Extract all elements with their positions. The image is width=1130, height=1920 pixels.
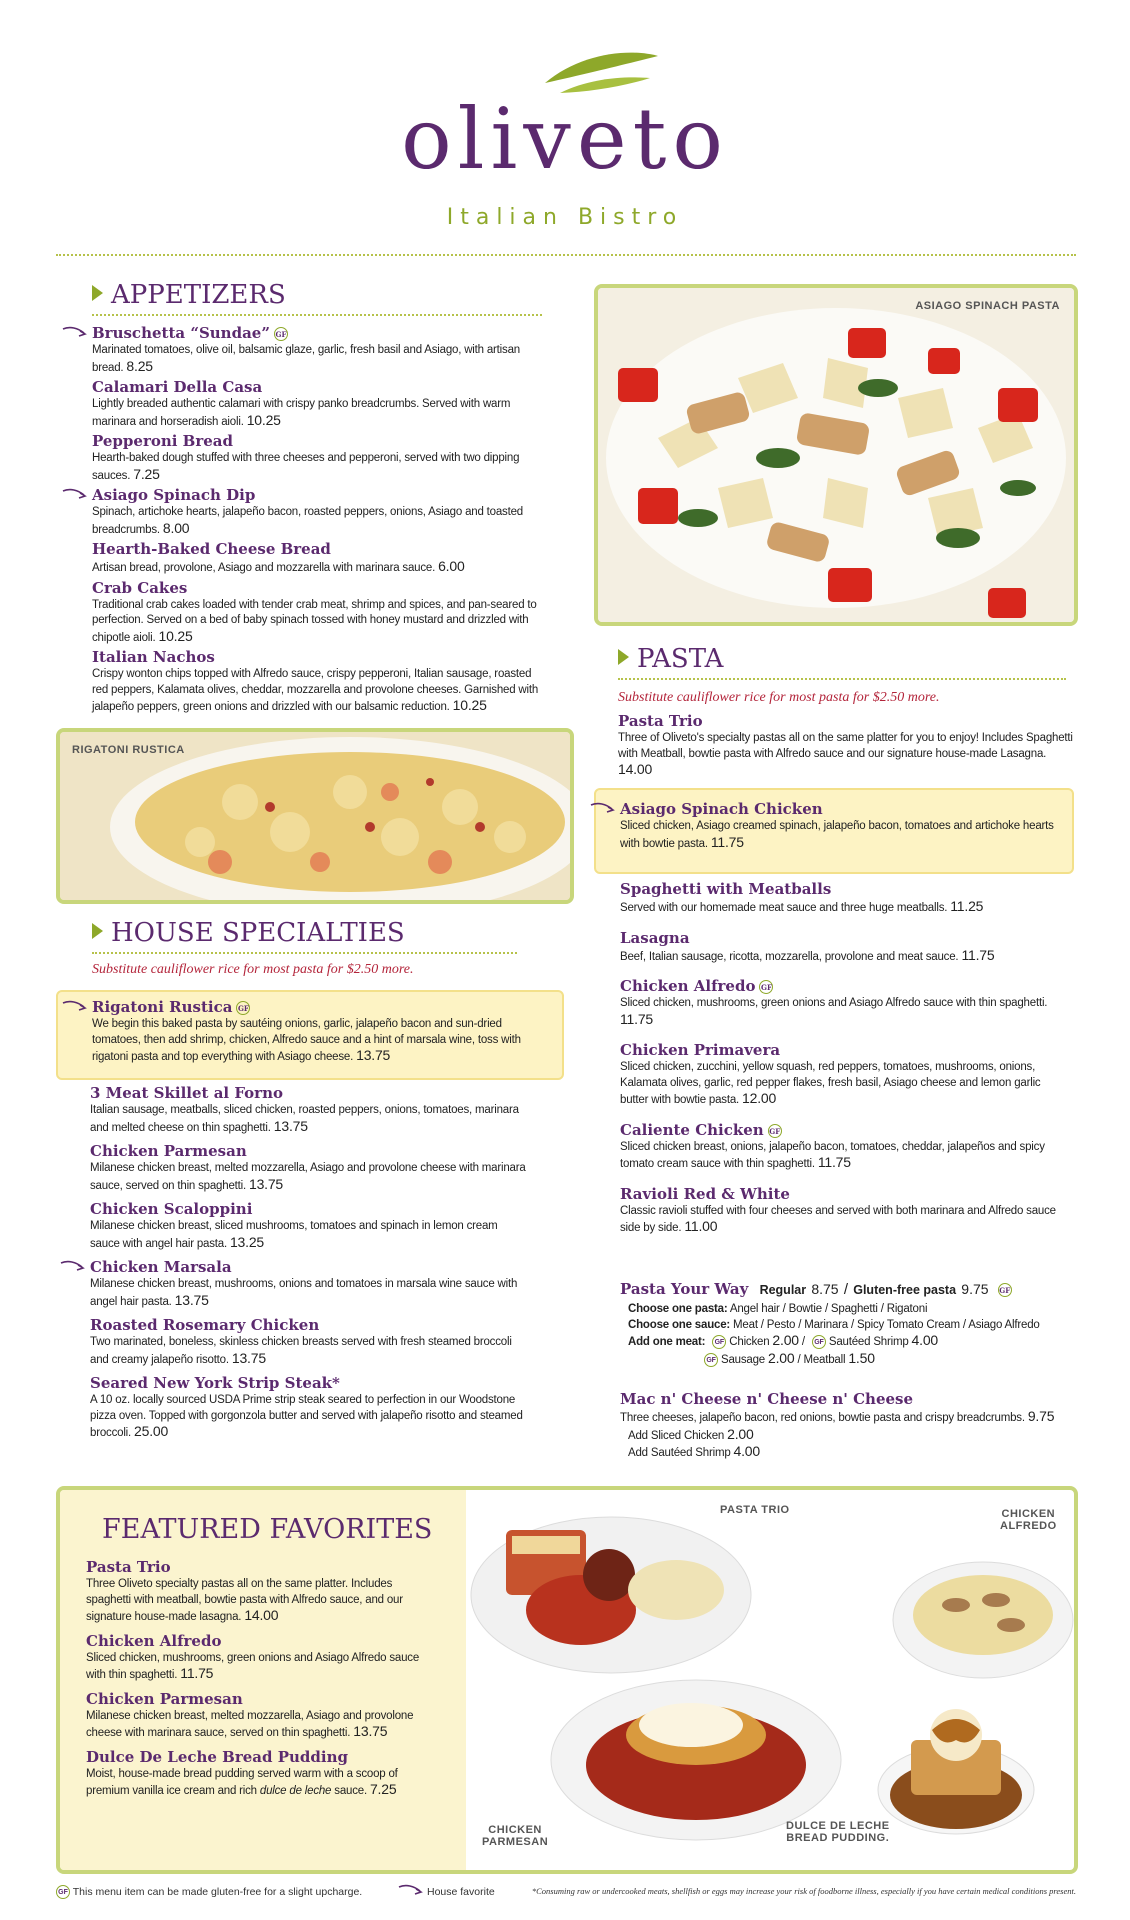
mac-add-shrimp-price: 4.00	[733, 1443, 760, 1459]
footer-fav-note: House favorite	[427, 1886, 495, 1898]
triangle-bullet-icon	[92, 923, 103, 939]
menu-item	[620, 1041, 1070, 1109]
sauce-choice-label: Choose one sauce:	[628, 1318, 731, 1331]
meat-chicken: Chicken	[729, 1336, 770, 1348]
item-price: 13.75	[248, 1175, 284, 1192]
sauce-choice-options: Meat / Pesto / Marinara / Spicy Tomato Cream / Asiago Alfredo	[733, 1318, 1040, 1331]
item-description: Classic ravioli stuffed with four cheeses and served with both marinara and Alfredo sauce side by side.	[620, 1204, 1056, 1234]
item-price: 10.25	[452, 697, 487, 713]
item-price: 11.75	[961, 946, 995, 963]
menu-item	[620, 1185, 1070, 1237]
meat-meatball-price: 1.50	[848, 1349, 875, 1366]
menu-item	[90, 1084, 530, 1136]
meat-sausage: Sausage	[721, 1353, 765, 1366]
pasta-your-way: Pasta Your Way Regular 8.75 / Gluten-free pasta 9.75 GF Choose one pasta: Angel hair / Bowtie / Spaghetti / Rigatoni Choose one sauce: Meat / Pesto / Marinara / Spicy Tomato Cream / Asiago Alfredo Add one meat: GF Chicken 2.00 / GF Sautéed Shrimp 4.00 GF Sausage 2.00 / Meatball 1.50	[620, 1280, 1040, 1366]
header-divider	[56, 254, 1076, 256]
item-description: Sliced chicken, mushrooms, green onions and Asiago Alfredo sauce with thin spaghetti.	[620, 997, 1048, 1009]
menu-item	[92, 432, 542, 484]
item-name: Calamari Della Casa	[92, 378, 263, 396]
item-price: 11.00	[684, 1218, 718, 1234]
menu-item	[90, 1316, 530, 1368]
item-name: Ravioli Red & White	[620, 1184, 790, 1203]
item-description: Sliced chicken, Asiago creamed spinach, jalapeño bacon, tomatoes and artichoke hearts with bowtie pasta.	[620, 820, 1054, 850]
item-description: Served with our homemade meat sauce and three huge meatballs.	[620, 902, 948, 914]
item-name: Spaghetti with Meatballs	[620, 880, 832, 898]
menu-item	[618, 712, 1073, 780]
item-name: Pasta Trio	[86, 1558, 171, 1576]
mac-name: Mac n' Cheese n' Cheese n' Cheese	[620, 1390, 914, 1408]
item-price: 11.75	[710, 833, 744, 850]
item-name: Italian Nachos	[92, 648, 215, 666]
pasta-choice-options: Angel hair / Bowtie / Spaghetti / Rigatoni	[729, 1303, 928, 1315]
meat-shrimp: Sautéed Shrimp	[828, 1336, 909, 1348]
item-price: 13.75	[273, 1117, 308, 1134]
pasta-your-way-name: Pasta Your Way	[620, 1280, 749, 1298]
triangle-bullet-icon	[618, 649, 629, 665]
item-description-end: sauce.	[334, 1785, 367, 1797]
item-price: 13.25	[229, 1233, 265, 1250]
house-note: Substitute cauliflower rice for most pasta for $2.50 more.	[92, 962, 414, 977]
house-favorite-icon	[62, 488, 88, 500]
caption-pasta-trio: PASTA TRIO	[720, 1504, 790, 1516]
item-price: 13.75	[231, 1349, 266, 1366]
featured-favorites	[56, 1486, 1078, 1874]
item-name: Chicken Parmesan	[86, 1689, 243, 1708]
item-price: 10.25	[158, 627, 193, 644]
appetizers-list	[92, 324, 542, 716]
pasta-list	[620, 880, 1070, 1249]
rigatoni-caption: RIGATONI RUSTICA	[72, 744, 185, 756]
asiago-photo	[594, 284, 1078, 626]
logo: oliveto	[401, 90, 729, 188]
menu-item	[92, 486, 542, 538]
item-name: Chicken Scaloppini	[90, 1200, 253, 1218]
item-name: Seared New York Strip Steak*	[90, 1374, 340, 1392]
gluten-free-icon: GF	[812, 1335, 826, 1349]
item-price: 8.00	[162, 519, 190, 536]
mac-desc: Three cheeses, jalapeño bacon, red onions, bowtie pasta and crispy breadcrumbs.	[620, 1412, 1025, 1424]
item-description: Lightly breaded authentic calamari with crispy panko breadcrumbs. Served with warm marinara and horseradish aioli.	[92, 398, 511, 428]
item-description: Two marinated, boneless, skinless chicken breasts served with fresh steamed broccoli and creamy jalapeño risotto.	[90, 1336, 512, 1366]
item-description: Milanese chicken breast, mushrooms, onions and tomatoes in marsala wine sauce with angel hair pasta.	[90, 1278, 518, 1308]
item-price: 25.00	[134, 1423, 169, 1439]
appetizers-section	[92, 280, 542, 718]
item-description: Three Oliveto specialty pastas all on the same platter. Includes spaghetti with meatball, bowtie pasta with Alfredo sauce, and our signature house-made lasagna.	[86, 1578, 403, 1623]
house-favorite-icon	[62, 1000, 88, 1012]
meat-chicken-price: 2.00	[772, 1332, 799, 1348]
menu-item	[92, 648, 542, 716]
triangle-bullet-icon	[92, 285, 103, 301]
item-name: Dulce De Leche Bread Pudding	[86, 1747, 348, 1766]
item-description: Traditional crab cakes loaded with tender crab meat, shrimp and spices, and pan-seared to perfection. Served on a bed of baby spinach tossed with honey mustard and drizzled with chipotle aioli.	[92, 598, 537, 644]
item-description: We begin this baked pasta by sautéing onions, garlic, jalapeño bacon and sun-dried tomatoes, then add shrimp, chicken, Alfredo sauce and a hint of marsala wine, toss with rigatoni pasta and top everything with Asiago cheese.	[92, 1018, 521, 1063]
item-description: Crispy wonton chips topped with Alfredo sauce, crispy pepperoni, Italian sausage, roasted red peppers, Kalamata olives, cheddar, mozzarella and provolone cheeses. Garnished with jalapeño peppers, green onions and drizzled with our balsamic reduction.	[92, 668, 539, 713]
item-price: 13.75	[356, 1047, 391, 1063]
mac-add-chicken: Add Sliced Chicken	[628, 1429, 725, 1442]
gluten-free-icon: GF	[712, 1335, 726, 1349]
item-price: 14.00	[618, 761, 653, 777]
house-favorite-icon	[62, 326, 88, 338]
gluten-free-icon: GF	[998, 1283, 1012, 1297]
house-title: HOUSE SPECIALTIES	[92, 918, 562, 948]
item-name: Crab Cakes	[92, 578, 188, 597]
section-divider	[92, 314, 542, 316]
item-description: Sliced chicken, mushrooms, green onions and Asiago Alfredo sauce with thin spaghetti.	[86, 1651, 420, 1681]
menu-item	[90, 1142, 530, 1194]
footer-gf-note: This menu item can be made gluten-free for a slight upcharge.	[72, 1886, 363, 1898]
item-price: 12.00	[742, 1090, 777, 1106]
house-section	[92, 918, 562, 978]
gf-pasta-price: 9.75	[961, 1281, 989, 1297]
featured-item	[86, 1690, 426, 1742]
item-price: 6.00	[438, 558, 465, 574]
item-description: Three of Oliveto's specialty pastas all on the same platter for you to enjoy! Includes Spaghetti with Meatball, bowtie pasta with Alfredo sauce and our signature house-made Lasagna.	[618, 732, 1073, 760]
item-price: 11.75	[180, 1665, 214, 1681]
item-description: Marinated tomatoes, olive oil, balsamic glaze, garlic, fresh basil and Asiago, with artisan bread.	[92, 344, 520, 374]
item-description: A 10 oz. locally sourced USDA Prime strip steak seared to perfection in our Woodstone pizza oven. Topped with gorgonzola butter and served with jalapeño risotto and steamed broccoli.	[90, 1394, 523, 1439]
mac-price: 9.75	[1027, 1408, 1055, 1424]
item-description-italic: dulce de leche	[259, 1785, 332, 1797]
gf-pasta-label: Gluten-free pasta	[853, 1283, 957, 1297]
pasta-title: PASTA	[618, 644, 1073, 674]
item-name: Chicken Primavera	[620, 1041, 781, 1059]
item-price: 11.75	[620, 1010, 653, 1027]
item-price: 7.25	[369, 1781, 397, 1797]
featured-title: FEATURED FAVORITES	[102, 1514, 433, 1545]
item-description: Milanese chicken breast, melted mozzarella, Asiago and provolone cheese with marinara sauce, served on thin spaghetti.	[90, 1162, 526, 1192]
gluten-free-icon: GF	[759, 980, 773, 994]
featured-item	[86, 1748, 426, 1800]
item-name: Asiago Spinach Chicken	[620, 800, 823, 818]
appetizers-title: APPETIZERS	[92, 280, 542, 310]
item-name: Chicken Alfredo	[86, 1631, 222, 1650]
item-name: Chicken Parmesan	[90, 1142, 247, 1160]
menu-item	[92, 324, 542, 376]
menu-item	[620, 1121, 1070, 1173]
caption-chicken-alfredo: CHICKEN ALFREDO	[1000, 1508, 1057, 1532]
menu-item	[620, 880, 1070, 917]
asiago-caption: ASIAGO SPINACH PASTA	[915, 300, 1060, 312]
regular-label: Regular	[759, 1283, 807, 1297]
item-description: Milanese chicken breast, melted mozzarella, Asiago and provolone cheese with marinara sauce, served on thin spaghetti.	[86, 1709, 414, 1739]
menu-item	[92, 579, 542, 647]
house-highlight	[56, 990, 564, 1080]
menu-item	[90, 1258, 530, 1310]
item-name: Chicken Marsala	[90, 1258, 232, 1276]
mac-add-chicken-price: 2.00	[727, 1425, 754, 1442]
section-divider	[618, 678, 1066, 680]
item-name: Rigatoni Rustica	[92, 998, 233, 1016]
item-description: Sliced chicken breast, onions, jalapeño bacon, tomatoes, cheddar, jalapeños and spicy tomato cream sauce with thin spaghetti.	[620, 1140, 1045, 1170]
gluten-free-icon: GF	[768, 1124, 782, 1138]
item-name: Pasta Trio	[618, 712, 703, 730]
menu-item	[90, 1374, 530, 1442]
caption-chicken-parmesan: CHICKEN PARMESAN	[482, 1824, 549, 1848]
footer-disclaimer: *Consuming raw or undercooked meats, shellfish or eggs may increase your risk of foodborne illness, especially if you have certain medical conditions present.	[531, 1886, 1076, 1896]
item-price: 8.25	[126, 357, 153, 374]
gluten-free-icon: GF	[704, 1353, 718, 1367]
item-name: Lasagna	[620, 928, 690, 947]
logo-subtitle: Italian Bistro	[446, 205, 684, 230]
item-price: 13.75	[353, 1723, 388, 1739]
item-description: Milanese chicken breast, sliced mushrooms, tomatoes and spinach in lemon cream sauce with angel hair pasta.	[90, 1220, 498, 1250]
gluten-free-icon: GF	[236, 1001, 250, 1015]
house-favorite-icon	[60, 1260, 86, 1272]
caption-dulce-de-leche: DULCE DE LECHE BREAD PUDDING.	[786, 1820, 890, 1844]
pasta-highlight	[594, 788, 1074, 874]
item-name: Caliente Chicken	[620, 1120, 764, 1139]
menu-item	[620, 977, 1070, 1029]
menu-item	[92, 998, 532, 1066]
item-price: 11.25	[950, 898, 984, 914]
house-favorite-icon	[590, 802, 616, 814]
menu-item	[620, 929, 1070, 966]
menu-item	[90, 1200, 530, 1252]
menu-item	[620, 800, 1060, 852]
item-name: Pepperoni Bread	[92, 432, 234, 450]
item-name: Bruschetta “Sundae”	[92, 324, 270, 342]
rigatoni-image	[60, 732, 570, 900]
featured-photos	[466, 1490, 1074, 1870]
item-name: Roasted Rosemary Chicken	[90, 1316, 320, 1334]
featured-item	[86, 1558, 426, 1626]
featured-item	[86, 1632, 426, 1684]
item-price: 10.25	[246, 411, 281, 428]
section-divider	[92, 952, 517, 954]
asiago-image	[598, 288, 1074, 622]
mac-add-shrimp: Add Sautéed Shrimp	[628, 1447, 731, 1459]
footer	[56, 1884, 1076, 1904]
gluten-free-icon: GF	[56, 1885, 70, 1899]
meat-choice-label: Add one meat:	[628, 1336, 706, 1348]
item-name: Hearth-Baked Cheese Bread	[92, 540, 331, 558]
item-description: Moist, house-made bread pudding served warm with a scoop of premium vanilla ice cream and rich	[86, 1767, 398, 1797]
house-list	[90, 1084, 530, 1448]
item-name: 3 Meat Skillet al Forno	[90, 1084, 283, 1102]
meat-meatball: Meatball	[803, 1353, 846, 1366]
item-description: Artisan bread, provolone, Asiago and mozzarella with marinara sauce.	[92, 562, 436, 574]
pasta-choice-label: Choose one pasta:	[628, 1303, 728, 1315]
item-price: 11.75	[817, 1154, 851, 1170]
item-name: Chicken Alfredo	[620, 977, 756, 995]
item-description: Sliced chicken, zucchini, yellow squash, red peppers, tomatoes, mushrooms, onions, Kalamata olives, garlic, red pepper flakes, fresh basil, Asiago cheese and lemon garlic butter with bowtie pasta.	[620, 1061, 1041, 1106]
item-price: 7.25	[133, 465, 160, 482]
item-name: Asiago Spinach Dip	[92, 486, 256, 504]
item-description: Hearth-baked dough stuffed with three cheeses and pepperoni, served with two dipping sauces.	[92, 452, 520, 482]
menu-item	[92, 378, 542, 430]
regular-price: 8.75	[811, 1281, 839, 1297]
gluten-free-icon: GF	[274, 327, 288, 341]
house-favorite-icon	[398, 1884, 424, 1896]
rigatoni-photo	[56, 728, 574, 904]
menu-item	[92, 540, 542, 577]
featured-list	[86, 1558, 426, 1806]
item-description: Beef, Italian sausage, ricotta, mozzarella, provolone and meat sauce.	[620, 950, 959, 963]
pasta-note: Substitute cauliflower rice for most pasta for $2.50 more.	[618, 690, 940, 705]
mac-n-cheese	[620, 1390, 1070, 1462]
pasta-section	[618, 644, 1073, 780]
item-description: Italian sausage, meatballs, sliced chicken, roasted peppers, onions, tomatoes, marinara and melted cheese on thin spaghetti.	[90, 1104, 519, 1134]
item-description: Spinach, artichoke hearts, jalapeño bacon, roasted peppers, onions, Asiago and toasted breadcrumbs.	[92, 506, 523, 536]
meat-shrimp-price: 4.00	[911, 1332, 938, 1348]
item-price: 14.00	[244, 1607, 279, 1623]
item-price: 13.75	[174, 1291, 209, 1308]
meat-sausage-price: 2.00	[768, 1349, 795, 1366]
